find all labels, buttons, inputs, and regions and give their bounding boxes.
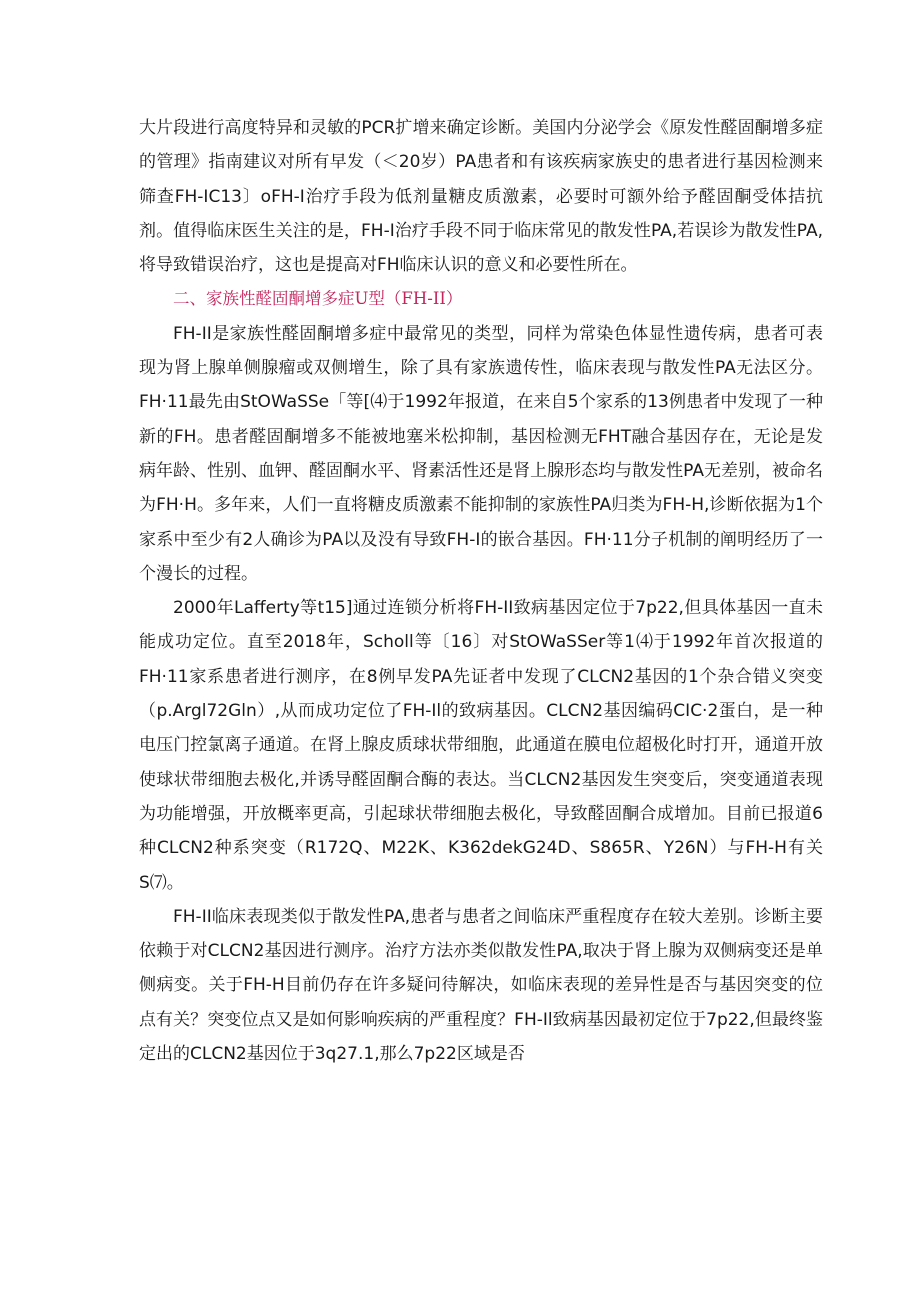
section-heading-fh-ii: 二、家族性醛固酮增多症U型（FH-II） <box>173 289 463 309</box>
paragraph-fh-ii-gene: 2000年Lafferty等t15]通过连锁分析将FH-II致病基因定位于7p22,但具体基因一直未能成功定位。直至2018年，Scholl等〔16〕对StOWaSSer等1⑷于1992年首次报道的FH·11家系患者进行测序，在8例早发PA先证者中发现了CLCN2基因的1个杂合错义突变（p.Argl72Gln）,从而成功定位了FH-Il的致病基因。CLCN2基因编码CIC·2蛋白，是一种电压门控氯离子通道。在肾上腺皮质球状带细胞，此通道在膜电位超极化时打开，通道开放使球状带细胞去极化,并诱导醛固酮合酶的表达。当CLCN2基因发生突变后，突变通道表现为功能增强，开放概率更高，引起球状带细胞去极化，导致醛固酮合成增加。目前已报道6种CLCN2种系突变（R172Q、M22K、K362dekG24D、S865R、Y26N）与FH-H有关S⑺。 <box>139 598 823 893</box>
paragraph-fh-ii-overview: FH-II是家族性醛固酮增多症中最常见的类型，同样为常染色体显性遗传病，患者可表现为肾上腺单侧腺瘤或双侧增生，除了具有家族遗传性，临床表现与散发性PA无法区分。FH·11最先由StOWaSSe「等[⑷于1992年报道，在来自5个家系的13例患者中发现了一种新的FH。患者醛固酮增多不能被地塞米松抑制，基因检测无FHT融合基因存在，无论是发病年龄、性别、血钾、醛固酮水平、肾素活性还是肾上腺形态均与散发性PA无差别，被命名为FH·H。多年来，人们一直将糖皮质激素不能抑制的家族性PA归类为FH-H,诊断依据为1个家系中至少有2人确诊为PA以及没有导致FH-I的嵌合基因。FH·11分子机制的阐明经历了一个漫长的过程。 <box>139 323 823 584</box>
paragraph-diagnosis-treatment: 大片段进行高度特异和灵敏的PCR扩增来确定诊断。美国内分泌学会《原发性醛固酮增多症的管理》指南建议对所有早发（＜20岁）PA患者和有该疾病家族史的患者进行基因检测来筛查FH-IC13〕oFH-I治疗手段为低剂量糖皮质激素，必要时可额外给予醛固酮受体拮抗剂。值得临床医生关注的是，FH-I治疗手段不同于临床常见的散发性PA,若误诊为散发性PA,将导致错误治疗，这也是提高对FH临床认识的意义和必要性所在。 <box>139 118 823 276</box>
paragraph-fh-ii-clinical: FH-II临床表现类似于散发性PA,患者与患者之间临床严重程度存在较大差别。诊断主要依赖于对CLCN2基因进行测序。治疗方法亦类似散发性PA,取决于肾上腺为双侧病变还是单侧病变。关于FH-H目前仍存在许多疑问待解决，如临床表现的差异性是否与基因突变的位点有关？突变位点又是如何影响疾病的严重程度？FH-Il致病基因最初定位于7p22,但最终鉴定出的CLCN2基因位于3q27.1,那么7p22区域是否 <box>139 906 823 1065</box>
document-body <box>139 111 823 1071</box>
